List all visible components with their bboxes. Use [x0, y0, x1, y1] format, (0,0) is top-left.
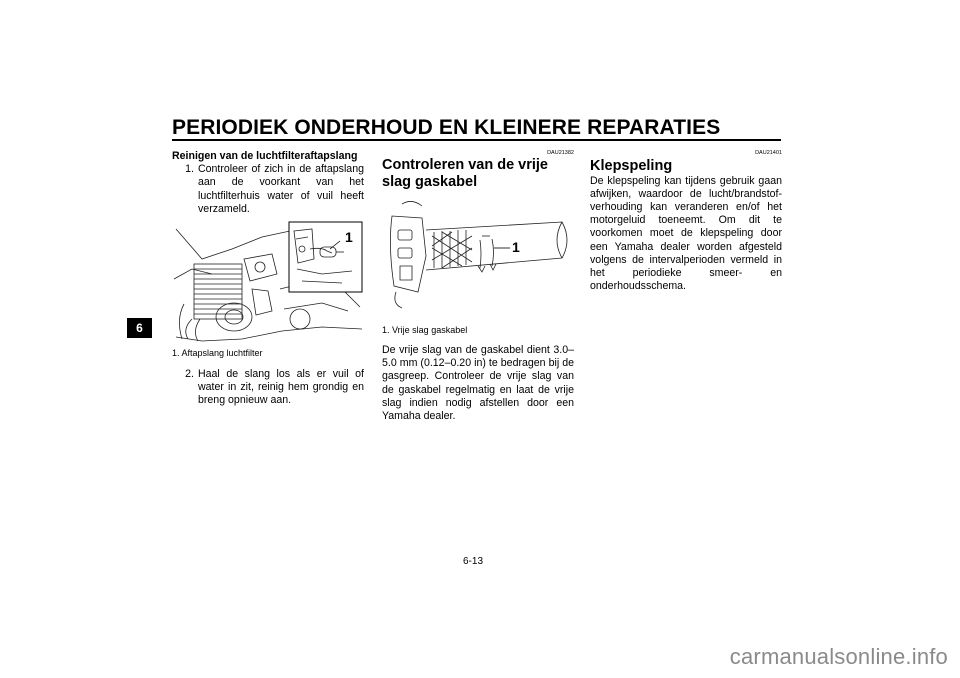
column-throttle-cable: [382, 150, 574, 423]
section-body: De vrije slag van de gaskabel dient 3.0–5.0 mm (0.12–0.20 in) te bedragen bij de gasgreep. Controleer de vrije slag van de gaskabel regelmatig en laat de vrije slag indien nodig afstellen door een Yamaha dealer.: [382, 344, 574, 423]
step-number: 2.: [185, 368, 194, 381]
column-valve-clearance: [590, 150, 782, 293]
subheading-air-filter-drain: Reinigen van de luchtfilteraftapslang: [172, 150, 358, 162]
step-1: [172, 163, 364, 216]
section-heading: Controleren van de vrije slag gaskabel: [382, 157, 548, 190]
step-text: Haal de slang los als er vuil of water in zit, reinig hem grondig en breng opnieuw aan.: [198, 368, 364, 407]
engine-illustration: [172, 219, 364, 344]
section-code: DAU21382: [547, 150, 574, 156]
watermark: carmanualsonline.info: [729, 644, 948, 669]
figure-callout: 1: [512, 239, 520, 255]
throttle-grip-illustration: [382, 196, 574, 311]
figure-caption: 1. Vrije slag gaskabel: [382, 325, 468, 335]
page-number: 6-13: [463, 556, 484, 567]
figure-throttle-grip: [382, 196, 574, 311]
section-code: DAU21401: [755, 150, 782, 156]
figure-caption: 1. Aftapslang luchtfilter: [172, 348, 263, 359]
chapter-tab: 6: [127, 318, 152, 338]
column-air-filter-drain: [172, 150, 364, 408]
section-heading: Klepspeling: [590, 158, 673, 174]
section-body: De klepspeling kan tijdens gebruik gaan afwijken, waardoor de lucht/brandstof-verhouding kan veranderen en/of het motorgeluid toeneemt. Om dit te voorkomen moet de klepspeling door een Yamaha dealer worden afgesteld volgens de intervalperioden vermeld in het periodieke smeer- en onderhoudsschema.: [590, 174, 782, 293]
step-2: [172, 368, 364, 408]
page-title: PERIODIEK ONDERHOUD EN KLEINERE REPARATIES: [172, 116, 721, 139]
figure-air-filter-drain-hose: [172, 219, 364, 344]
step-number: 1.: [185, 163, 194, 176]
step-text: Controleer of zich in de aftapslang aan de voorkant van het luchtfilterhuis water of vuil heeft verzameld.: [198, 163, 364, 215]
figure-callout: 1: [345, 229, 353, 246]
title-rule: [172, 139, 781, 141]
